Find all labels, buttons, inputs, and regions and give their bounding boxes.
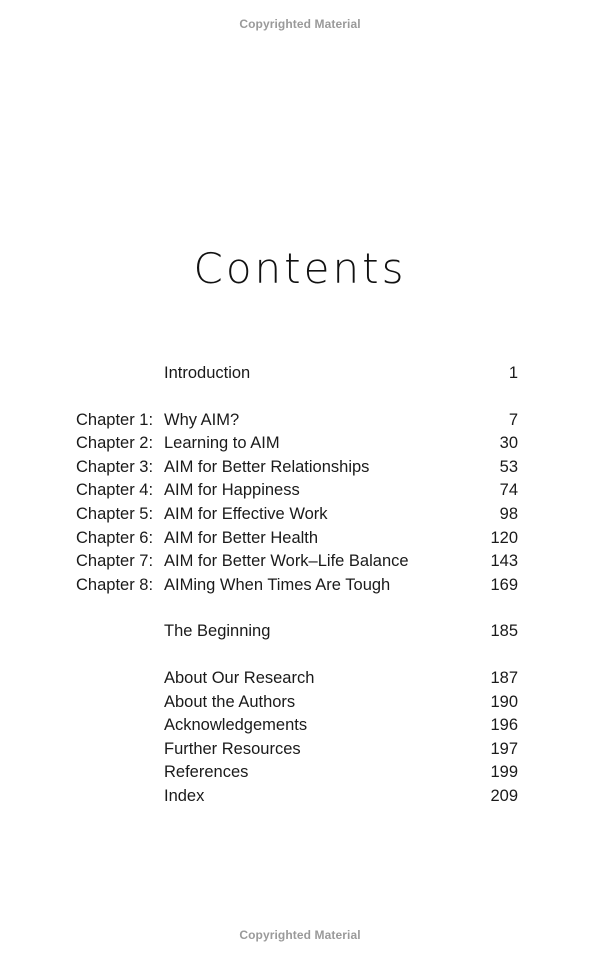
toc-entry-page-number: 190 <box>490 692 518 711</box>
toc-entry-title: AIM for Effective Work <box>164 504 328 523</box>
toc-entry-page-number: 53 <box>499 457 518 476</box>
toc-entry <box>0 738 600 762</box>
toc-entry <box>0 785 600 809</box>
toc-entry-page-number: 143 <box>490 552 518 571</box>
toc-group-front-matter <box>0 362 600 386</box>
toc-entry-page-number: 74 <box>499 481 518 500</box>
toc-entry-page-number: 98 <box>499 504 518 523</box>
toc-entry-page-number: 1 <box>508 364 518 382</box>
toc-entry <box>0 574 600 598</box>
toc-entry-label: Chapter 3: <box>76 457 154 476</box>
toc-entry-page-number: 185 <box>490 622 518 641</box>
toc-entry <box>0 432 600 456</box>
toc-entry-title: References <box>164 763 249 782</box>
table-of-contents <box>0 362 600 832</box>
toc-entry-title: About Our Research <box>164 668 315 687</box>
toc-entry-title: Index <box>164 786 205 805</box>
toc-entry <box>0 550 600 574</box>
toc-entry-title: AIMing When Times Are Tough <box>164 575 391 594</box>
toc-entry-page-number: 169 <box>490 575 518 594</box>
toc-entry <box>0 714 600 738</box>
toc-entry-title: Further Resources <box>164 739 301 758</box>
toc-entry-label: Chapter 5: <box>76 504 154 523</box>
toc-entry-label: Chapter 1: <box>76 410 154 429</box>
toc-entry <box>0 479 600 503</box>
toc-entry-label: Chapter 4: <box>76 481 154 500</box>
watermark-bottom: Copyrighted Material <box>239 928 361 942</box>
toc-entry <box>0 409 600 433</box>
toc-entry <box>0 503 600 527</box>
toc-entry <box>0 761 600 785</box>
toc-entry-label: Chapter 7: <box>76 552 154 571</box>
toc-entry-page-number: 120 <box>490 528 518 547</box>
toc-entry-title: AIM for Happiness <box>164 481 300 500</box>
toc-entry-page-number: 197 <box>490 739 518 758</box>
toc-entry-title: AIM for Better Work–Life Balance <box>164 552 409 571</box>
toc-entry-title: AIM for Better Health <box>164 528 319 547</box>
toc-entry-page-number: 199 <box>490 763 518 782</box>
toc-entry <box>0 362 600 386</box>
toc-entry-title: AIM for Better Relationships <box>164 457 370 476</box>
toc-entry-title: The Beginning <box>164 622 271 641</box>
toc-entry-label: Chapter 2: <box>76 434 154 453</box>
toc-entry-label: Chapter 8: <box>76 575 154 594</box>
toc-group-closing <box>0 620 600 644</box>
toc-entry <box>0 527 600 551</box>
toc-entry-title: About the Authors <box>164 692 296 711</box>
watermark-top: Copyrighted Material <box>239 17 361 31</box>
toc-group-back-matter <box>0 667 600 809</box>
toc-entry-page-number: 30 <box>499 434 518 453</box>
toc-entry <box>0 620 600 644</box>
toc-entry-title: Introduction <box>164 364 251 382</box>
toc-group-chapters <box>0 409 600 598</box>
toc-entry-page-number: 196 <box>490 716 518 735</box>
toc-entry-page-number: 187 <box>490 668 518 687</box>
toc-entry <box>0 456 600 480</box>
toc-entry-title: Acknowledgements <box>164 716 308 735</box>
toc-entry-label: Chapter 6: <box>76 528 154 547</box>
toc-entry-page-number: 7 <box>508 410 518 429</box>
toc-entry <box>0 667 600 691</box>
toc-entry-page-number: 209 <box>490 786 518 805</box>
toc-entry-title: Why AIM? <box>164 410 240 429</box>
toc-entry <box>0 691 600 715</box>
toc-entry-title: Learning to AIM <box>164 434 280 453</box>
page-title: Contents <box>193 244 407 293</box>
